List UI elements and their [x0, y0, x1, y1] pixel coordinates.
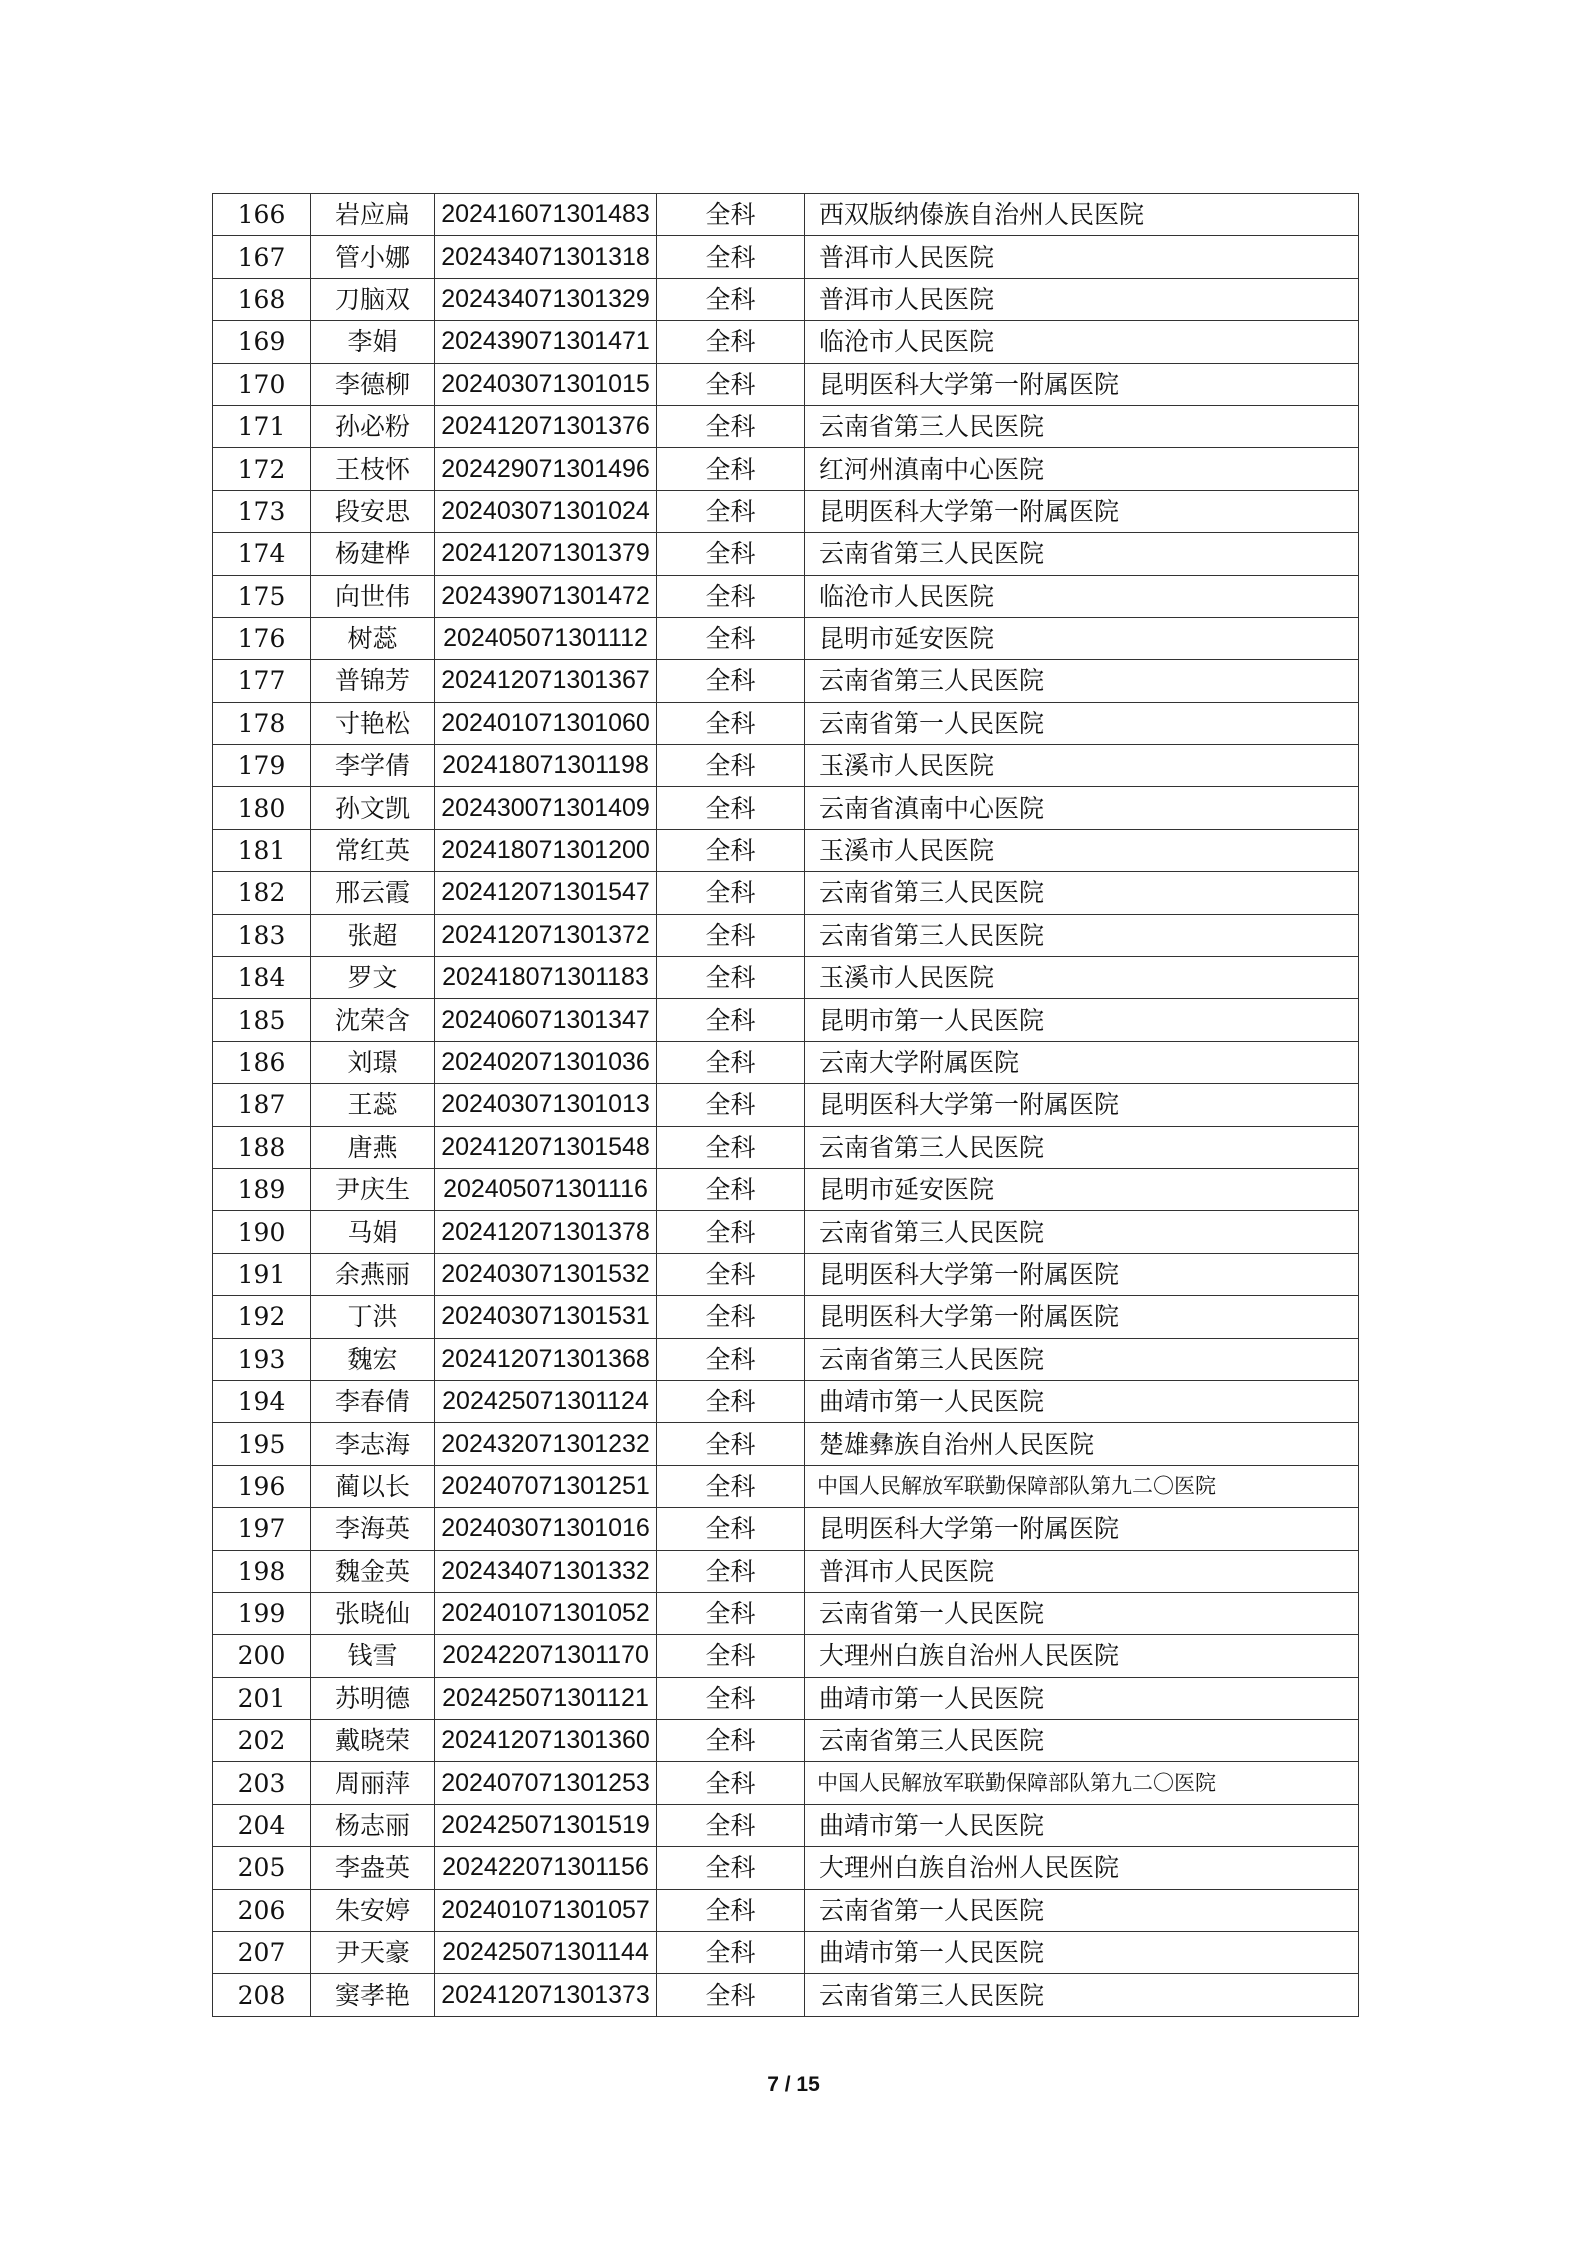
department: 全科 [657, 1084, 805, 1126]
person-name: 唐燕 [311, 1126, 435, 1168]
department: 全科 [657, 236, 805, 278]
row-number: 194 [213, 1380, 311, 1422]
row-number: 172 [213, 448, 311, 490]
person-name: 李盎英 [311, 1847, 435, 1889]
person-name: 张晓仙 [311, 1592, 435, 1634]
hospital-name: 云南省第一人民医院 [805, 1889, 1359, 1931]
row-number: 195 [213, 1423, 311, 1465]
department: 全科 [657, 872, 805, 914]
person-name: 魏宏 [311, 1338, 435, 1380]
person-name: 李娟 [311, 321, 435, 363]
department: 全科 [657, 1211, 805, 1253]
table-row [213, 745, 1359, 787]
department: 全科 [657, 1465, 805, 1507]
person-name: 李志海 [311, 1423, 435, 1465]
person-name: 张超 [311, 914, 435, 956]
person-name: 朱安婷 [311, 1889, 435, 1931]
department: 全科 [657, 1380, 805, 1422]
hospital-name: 大理州白族自治州人民医院 [805, 1635, 1359, 1677]
hospital-name: 昆明医科大学第一附属医院 [805, 1253, 1359, 1295]
table-row [213, 1296, 1359, 1338]
registration-id: 202405071301112 [435, 617, 657, 659]
person-name: 普锦芳 [311, 660, 435, 702]
row-number: 173 [213, 490, 311, 532]
row-number: 190 [213, 1211, 311, 1253]
table-row [213, 405, 1359, 447]
hospital-name: 中国人民解放军联勤保障部队第九二〇医院 [805, 1762, 1359, 1804]
registration-id: 202403071301013 [435, 1084, 657, 1126]
registration-id: 202412071301548 [435, 1126, 657, 1168]
hospital-name: 云南省第一人民医院 [805, 702, 1359, 744]
department: 全科 [657, 1889, 805, 1931]
department: 全科 [657, 194, 805, 236]
row-number: 188 [213, 1126, 311, 1168]
department: 全科 [657, 1508, 805, 1550]
person-name: 树蕊 [311, 617, 435, 659]
hospital-name: 云南省第三人民医院 [805, 914, 1359, 956]
table-row [213, 957, 1359, 999]
hospital-name: 昆明医科大学第一附属医院 [805, 490, 1359, 532]
department: 全科 [657, 1338, 805, 1380]
department: 全科 [657, 1804, 805, 1846]
person-name: 窦孝艳 [311, 1974, 435, 2016]
table-row [213, 1423, 1359, 1465]
table-row [213, 363, 1359, 405]
hospital-name: 曲靖市第一人民医院 [805, 1932, 1359, 1974]
registration-id: 202439071301472 [435, 575, 657, 617]
row-number: 204 [213, 1804, 311, 1846]
department: 全科 [657, 1423, 805, 1465]
row-number: 179 [213, 745, 311, 787]
row-number: 171 [213, 405, 311, 447]
registration-id: 202434071301318 [435, 236, 657, 278]
table-row [213, 1592, 1359, 1634]
department: 全科 [657, 1041, 805, 1083]
registration-id: 202406071301347 [435, 999, 657, 1041]
table-row [213, 1550, 1359, 1592]
person-name: 周丽萍 [311, 1762, 435, 1804]
department: 全科 [657, 660, 805, 702]
registration-id: 202402071301036 [435, 1041, 657, 1083]
person-name: 孙必粉 [311, 405, 435, 447]
person-name: 管小娜 [311, 236, 435, 278]
department: 全科 [657, 999, 805, 1041]
hospital-name: 云南省第三人民医院 [805, 533, 1359, 575]
table-row [213, 660, 1359, 702]
department: 全科 [657, 1296, 805, 1338]
table-row [213, 1508, 1359, 1550]
hospital-name: 昆明医科大学第一附属医院 [805, 1508, 1359, 1550]
hospital-name: 普洱市人民医院 [805, 236, 1359, 278]
row-number: 189 [213, 1168, 311, 1210]
row-number: 175 [213, 575, 311, 617]
registration-id: 202418071301200 [435, 829, 657, 871]
table-row [213, 278, 1359, 320]
table-row [213, 1720, 1359, 1762]
registration-id: 202412071301373 [435, 1974, 657, 2016]
row-number: 180 [213, 787, 311, 829]
row-number: 168 [213, 278, 311, 320]
row-number: 207 [213, 1932, 311, 1974]
table-row [213, 1126, 1359, 1168]
table-row [213, 787, 1359, 829]
hospital-name: 昆明医科大学第一附属医院 [805, 1296, 1359, 1338]
person-name: 杨志丽 [311, 1804, 435, 1846]
row-number: 199 [213, 1592, 311, 1634]
person-name: 苏明德 [311, 1677, 435, 1719]
table-row [213, 1338, 1359, 1380]
department: 全科 [657, 1168, 805, 1210]
hospital-name: 云南省滇南中心医院 [805, 787, 1359, 829]
table-row [213, 617, 1359, 659]
department: 全科 [657, 278, 805, 320]
registration-id: 202416071301483 [435, 194, 657, 236]
hospital-name: 云南省第三人民医院 [805, 1720, 1359, 1762]
registration-id: 202430071301409 [435, 787, 657, 829]
hospital-name: 昆明医科大学第一附属医院 [805, 1084, 1359, 1126]
row-number: 170 [213, 363, 311, 405]
hospital-name: 西双版纳傣族自治州人民医院 [805, 194, 1359, 236]
row-number: 167 [213, 236, 311, 278]
registration-id: 202425071301121 [435, 1677, 657, 1719]
table-row [213, 872, 1359, 914]
person-name: 岩应扁 [311, 194, 435, 236]
department: 全科 [657, 1847, 805, 1889]
table-row [213, 1635, 1359, 1677]
registration-id: 202418071301198 [435, 745, 657, 787]
row-number: 202 [213, 1720, 311, 1762]
row-number: 176 [213, 617, 311, 659]
registration-id: 202401071301052 [435, 1592, 657, 1634]
table-row [213, 1804, 1359, 1846]
hospital-name: 昆明市延安医院 [805, 1168, 1359, 1210]
row-number: 200 [213, 1635, 311, 1677]
registration-id: 202429071301496 [435, 448, 657, 490]
table-row [213, 1974, 1359, 2016]
table-row [213, 1253, 1359, 1295]
registration-id: 202425071301124 [435, 1380, 657, 1422]
registration-id: 202439071301471 [435, 321, 657, 363]
registration-id: 202422071301170 [435, 1635, 657, 1677]
table-row [213, 1380, 1359, 1422]
row-number: 193 [213, 1338, 311, 1380]
person-name: 沈荣含 [311, 999, 435, 1041]
person-name: 邢云霞 [311, 872, 435, 914]
hospital-name: 云南省第三人民医院 [805, 1974, 1359, 2016]
department: 全科 [657, 957, 805, 999]
registration-id: 202407071301253 [435, 1762, 657, 1804]
row-number: 186 [213, 1041, 311, 1083]
row-number: 185 [213, 999, 311, 1041]
department: 全科 [657, 1932, 805, 1974]
registration-id: 202401071301060 [435, 702, 657, 744]
row-number: 196 [213, 1465, 311, 1507]
person-name: 常红英 [311, 829, 435, 871]
department: 全科 [657, 1550, 805, 1592]
table-row [213, 829, 1359, 871]
person-name: 马娟 [311, 1211, 435, 1253]
hospital-name: 云南省第三人民医院 [805, 660, 1359, 702]
row-number: 203 [213, 1762, 311, 1804]
row-number: 169 [213, 321, 311, 363]
registration-id: 202405071301116 [435, 1168, 657, 1210]
table-row [213, 1847, 1359, 1889]
table-row [213, 490, 1359, 532]
table-row [213, 321, 1359, 363]
registration-id: 202432071301232 [435, 1423, 657, 1465]
person-name: 蔺以长 [311, 1465, 435, 1507]
person-name: 钱雪 [311, 1635, 435, 1677]
table-row [213, 1168, 1359, 1210]
table-row [213, 575, 1359, 617]
hospital-name: 曲靖市第一人民医院 [805, 1380, 1359, 1422]
registration-id: 202434071301332 [435, 1550, 657, 1592]
table-row [213, 194, 1359, 236]
hospital-name: 云南省第三人民医院 [805, 1126, 1359, 1168]
registration-id: 202401071301057 [435, 1889, 657, 1931]
person-name: 丁洪 [311, 1296, 435, 1338]
registration-id: 202403071301532 [435, 1253, 657, 1295]
hospital-name: 临沧市人民医院 [805, 575, 1359, 617]
department: 全科 [657, 1253, 805, 1295]
hospital-name: 云南省第三人民医院 [805, 872, 1359, 914]
row-number: 187 [213, 1084, 311, 1126]
registration-id: 202412071301372 [435, 914, 657, 956]
table-row [213, 1762, 1359, 1804]
person-name: 罗文 [311, 957, 435, 999]
registration-id: 202412071301376 [435, 405, 657, 447]
department: 全科 [657, 1974, 805, 2016]
row-number: 197 [213, 1508, 311, 1550]
registration-id: 202425071301519 [435, 1804, 657, 1846]
row-number: 208 [213, 1974, 311, 2016]
hospital-name: 云南省第一人民医院 [805, 1592, 1359, 1634]
person-name: 李海英 [311, 1508, 435, 1550]
person-name: 向世伟 [311, 575, 435, 617]
row-number: 183 [213, 914, 311, 956]
registration-id: 202412071301367 [435, 660, 657, 702]
registration-id: 202403071301016 [435, 1508, 657, 1550]
person-name: 段安思 [311, 490, 435, 532]
page-number: 7 / 15 [767, 2073, 820, 2096]
table-row [213, 1211, 1359, 1253]
table-row [213, 999, 1359, 1041]
row-number: 206 [213, 1889, 311, 1931]
hospital-name: 玉溪市人民医院 [805, 745, 1359, 787]
department: 全科 [657, 914, 805, 956]
person-name: 寸艳松 [311, 702, 435, 744]
table-row [213, 1889, 1359, 1931]
department: 全科 [657, 1677, 805, 1719]
registration-id: 202425071301144 [435, 1932, 657, 1974]
hospital-name: 云南省第三人民医院 [805, 1338, 1359, 1380]
person-name: 王枝怀 [311, 448, 435, 490]
registration-id: 202418071301183 [435, 957, 657, 999]
department: 全科 [657, 1635, 805, 1677]
department: 全科 [657, 405, 805, 447]
person-name: 李学倩 [311, 745, 435, 787]
person-name: 魏金英 [311, 1550, 435, 1592]
department: 全科 [657, 787, 805, 829]
person-name: 刀脑双 [311, 278, 435, 320]
table-row [213, 1465, 1359, 1507]
department: 全科 [657, 490, 805, 532]
row-number: 166 [213, 194, 311, 236]
registration-id: 202412071301368 [435, 1338, 657, 1380]
registration-id: 202412071301360 [435, 1720, 657, 1762]
department: 全科 [657, 1720, 805, 1762]
registration-id: 202434071301329 [435, 278, 657, 320]
hospital-name: 云南省第三人民医院 [805, 405, 1359, 447]
row-number: 205 [213, 1847, 311, 1889]
department: 全科 [657, 745, 805, 787]
registration-id: 202412071301547 [435, 872, 657, 914]
row-number: 191 [213, 1253, 311, 1295]
hospital-name: 红河州滇南中心医院 [805, 448, 1359, 490]
department: 全科 [657, 1762, 805, 1804]
person-name: 余燕丽 [311, 1253, 435, 1295]
hospital-name: 曲靖市第一人民医院 [805, 1804, 1359, 1846]
roster-table [212, 193, 1359, 2017]
department: 全科 [657, 363, 805, 405]
department: 全科 [657, 1592, 805, 1634]
registration-id: 202403071301531 [435, 1296, 657, 1338]
person-name: 王蕊 [311, 1084, 435, 1126]
person-name: 杨建桦 [311, 533, 435, 575]
hospital-name: 大理州白族自治州人民医院 [805, 1847, 1359, 1889]
hospital-name: 云南省第三人民医院 [805, 1211, 1359, 1253]
row-number: 184 [213, 957, 311, 999]
department: 全科 [657, 575, 805, 617]
row-number: 201 [213, 1677, 311, 1719]
hospital-name: 中国人民解放军联勤保障部队第九二〇医院 [805, 1465, 1359, 1507]
row-number: 181 [213, 829, 311, 871]
hospital-name: 普洱市人民医院 [805, 278, 1359, 320]
row-number: 198 [213, 1550, 311, 1592]
table-row [213, 236, 1359, 278]
hospital-name: 昆明市延安医院 [805, 617, 1359, 659]
row-number: 192 [213, 1296, 311, 1338]
table-row [213, 1084, 1359, 1126]
hospital-name: 玉溪市人民医院 [805, 957, 1359, 999]
registration-id: 202407071301251 [435, 1465, 657, 1507]
person-name: 李德柳 [311, 363, 435, 405]
hospital-name: 玉溪市人民医院 [805, 829, 1359, 871]
hospital-name: 曲靖市第一人民医院 [805, 1677, 1359, 1719]
department: 全科 [657, 702, 805, 744]
person-name: 孙文凯 [311, 787, 435, 829]
registration-id: 202412071301379 [435, 533, 657, 575]
table-row [213, 1677, 1359, 1719]
row-number: 182 [213, 872, 311, 914]
row-number: 178 [213, 702, 311, 744]
hospital-name: 临沧市人民医院 [805, 321, 1359, 363]
department: 全科 [657, 1126, 805, 1168]
person-name: 李春倩 [311, 1380, 435, 1422]
person-name: 尹庆生 [311, 1168, 435, 1210]
registration-id: 202412071301378 [435, 1211, 657, 1253]
hospital-name: 昆明市第一人民医院 [805, 999, 1359, 1041]
table-row [213, 914, 1359, 956]
person-name: 戴晓荣 [311, 1720, 435, 1762]
hospital-name: 普洱市人民医院 [805, 1550, 1359, 1592]
roster-table-body [213, 194, 1359, 2017]
table-row [213, 448, 1359, 490]
table-row [213, 533, 1359, 575]
hospital-name: 楚雄彝族自治州人民医院 [805, 1423, 1359, 1465]
row-number: 174 [213, 533, 311, 575]
registration-id: 202422071301156 [435, 1847, 657, 1889]
table-row [213, 1041, 1359, 1083]
hospital-name: 云南大学附属医院 [805, 1041, 1359, 1083]
registration-id: 202403071301015 [435, 363, 657, 405]
registration-id: 202403071301024 [435, 490, 657, 532]
department: 全科 [657, 321, 805, 363]
row-number: 177 [213, 660, 311, 702]
person-name: 尹天豪 [311, 1932, 435, 1974]
table-row [213, 1932, 1359, 1974]
department: 全科 [657, 617, 805, 659]
department: 全科 [657, 448, 805, 490]
person-name: 刘璟 [311, 1041, 435, 1083]
department: 全科 [657, 829, 805, 871]
table-row [213, 702, 1359, 744]
hospital-name: 昆明医科大学第一附属医院 [805, 363, 1359, 405]
department: 全科 [657, 533, 805, 575]
